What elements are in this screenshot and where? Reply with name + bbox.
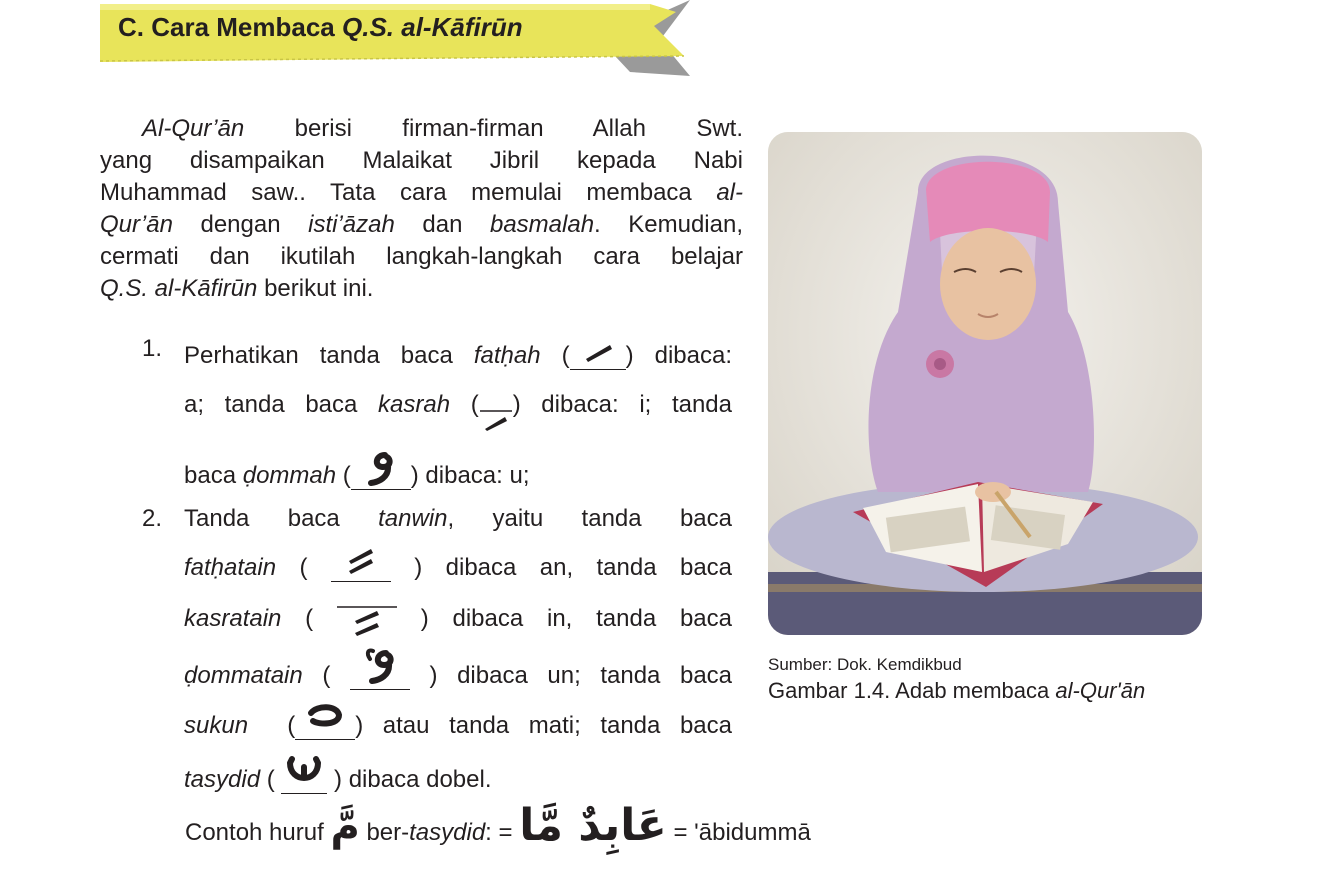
list-item-1-line-3: baca ḍommah ( ) dibaca: u;	[184, 449, 732, 493]
fathah-mark-icon	[570, 335, 626, 370]
list-item-2-line-3: kasratain ( ) dibaca in, tanda baca	[184, 593, 732, 637]
photo-source: Sumber: Dok. Kemdikbud	[768, 655, 962, 674]
list-item-2-line-6: tasydid ( ) dibaca dobel.	[184, 753, 732, 799]
list-item-1-line-1: Perhatikan tanda baca fatḥah ( ) dibaca:	[184, 335, 732, 375]
sukun-mark-icon	[295, 699, 355, 740]
photo-girl-reading-quran	[768, 132, 1202, 635]
tasydid-mark-icon	[281, 753, 327, 794]
para-line-3: Muhammad saw.. Tata cara memulai membaca al-	[100, 179, 743, 206]
tasydid-example: Contoh huruf مَّ ber-tasydid: = عَابِدٌ مَّا = 'ābidummā	[185, 800, 811, 851]
list-item-2-line-5: sukun ( ) atau tanda mati; tanda baca	[184, 699, 732, 745]
list-number: 2.	[142, 505, 163, 532]
para-line-6: Q.S. al-Kāfirūn berikut ini.	[100, 275, 374, 302]
figure-caption: Gambar 1.4. Adab membaca al-Qur'ān	[768, 678, 1146, 703]
list-item-2-line-4: ḍommatain ( ) dibaca un; tanda baca	[184, 645, 732, 691]
fathatain-mark-icon	[331, 541, 391, 582]
kasratain-mark-icon	[337, 593, 397, 633]
para-line-5: cermati dan ikutilah langkah-langkah cara belajar	[100, 243, 743, 270]
section-title: C. Cara Membaca Q.S. al-Kāfirūn	[118, 12, 523, 42]
para-line-4: Qur’ān dengan isti’āzah dan basmalah. Kemudian,	[100, 211, 743, 238]
dommah-mark-icon	[351, 449, 411, 490]
list-item-2-line-2: fatḥatain ( ) dibaca an, tanda baca	[184, 541, 732, 585]
para-line-1: Al-Qur’ān berisi firman-firman Allah Swt.	[142, 115, 743, 142]
kasrah-mark-icon	[479, 397, 513, 419]
list-item-1-line-2: a; tanda baca kasrah ( ) dibaca: i; tanda	[184, 391, 732, 431]
para-line-2: yang disampaikan Malaikat Jibril kepada Nabi	[100, 147, 743, 174]
arabic-letter-mim-tasydid: مَّ	[330, 804, 360, 850]
dommatain-mark-icon	[350, 645, 410, 690]
list-number: 1.	[142, 335, 163, 362]
section-banner	[0, 0, 700, 80]
arabic-example-word: عَابِدٌ مَّا	[519, 800, 667, 851]
list-item-2-line-1: Tanda baca tanwin, yaitu tanda baca	[184, 505, 732, 532]
